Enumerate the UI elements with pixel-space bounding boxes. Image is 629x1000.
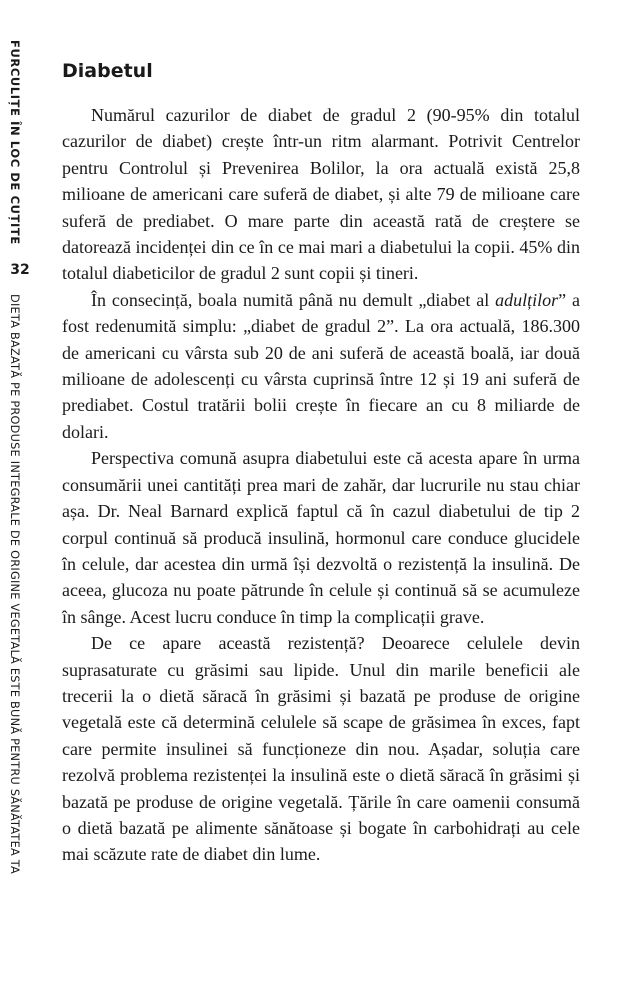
- page-margin-sidebar: [0, 0, 40, 1000]
- book-subtitle: DIETA BAZATĂ PE PRODUSE INTEGRALE DE ORIGINE VEGETALĂ ESTE BUNĂ PENTRU SĂNĂTATEA TA: [8, 294, 21, 875]
- paragraph-4: De ce apare această rezistență? Deoarece celulele devin suprasaturate cu grăsimi sau lipide. Unul din marile beneficii ale trecerii la o dietă săracă în grăsimi și bazată pe produse de origine vegetală este că determină celulele să scape de grăsimea în exces, fapt care permite insulinei să funcționeze din nou. Așadar, soluția care rezolvă problema rezistenței la insulină este o dietă săracă în grăsimi și bazată pe produse de origine vegetală. Țările în care oamenii consumă o dietă bazată pe alimente sănătoase și bogate în carbohidrați au cele mai scăzute rate de diabet din lume.: [62, 633, 580, 865]
- section-title: Diabetul: [62, 60, 153, 82]
- paragraph-2: În consecință, boala numită până nu demult „diabet al adulților” a fost redenumită simplu: „diabet de gradul 2”. La ora actuală, 186.300 de americani cu vârsta sub 20 de ani suferă de această boală, iar două milioane de adolescenți cu vârsta cuprinsă între 12 și 19 ani suferă de prediabet. Costul tratării bolii crește în fiecare an cu 8 miliarde de dolari.: [62, 289, 580, 442]
- page-number: 32: [10, 262, 30, 278]
- paragraph-3: Perspectiva comună asupra diabetului este că acesta apare în urma consumării unei cantități prea mari de zahăr, dar lucrurile nu stau chiar așa. Dr. Neal Barnard explică faptul că în cazul diabetului de tip 2 corpul continuă să producă insulină, hormonul care conduce glucidele în celule, dar acestea din urmă își dezvoltă o rezistență la insulină. De aceea, glucoza nu poate pătrunde în celule și continuă să se acumuleze în sânge. Acest lucru conduce în timp la complicații grave.: [62, 448, 580, 627]
- running-head: FURCULIȚE ÎN LOC DE CUȚITE: [8, 40, 22, 245]
- paragraph-1: Numărul cazurilor de diabet de gradul 2 (90-95% din totalul cazurilor de diabet) crește într-un ritm alarmant. Potrivit Centrelor pentru Controlul și Prevenirea Bolilor, la ora actuală există 25,8 milioane de americani care suferă de diabet, și alte 79 de milioane care suferă de prediabet. O mare parte din această rată de creștere se datorează incidenței din ce în ce mai mari a diabetului la copii. 45% din totalul diabeticilor de gradul 2 sunt copii și tineri.: [62, 105, 580, 284]
- italic-term: adulților: [495, 289, 559, 310]
- page-content: [62, 58, 580, 868]
